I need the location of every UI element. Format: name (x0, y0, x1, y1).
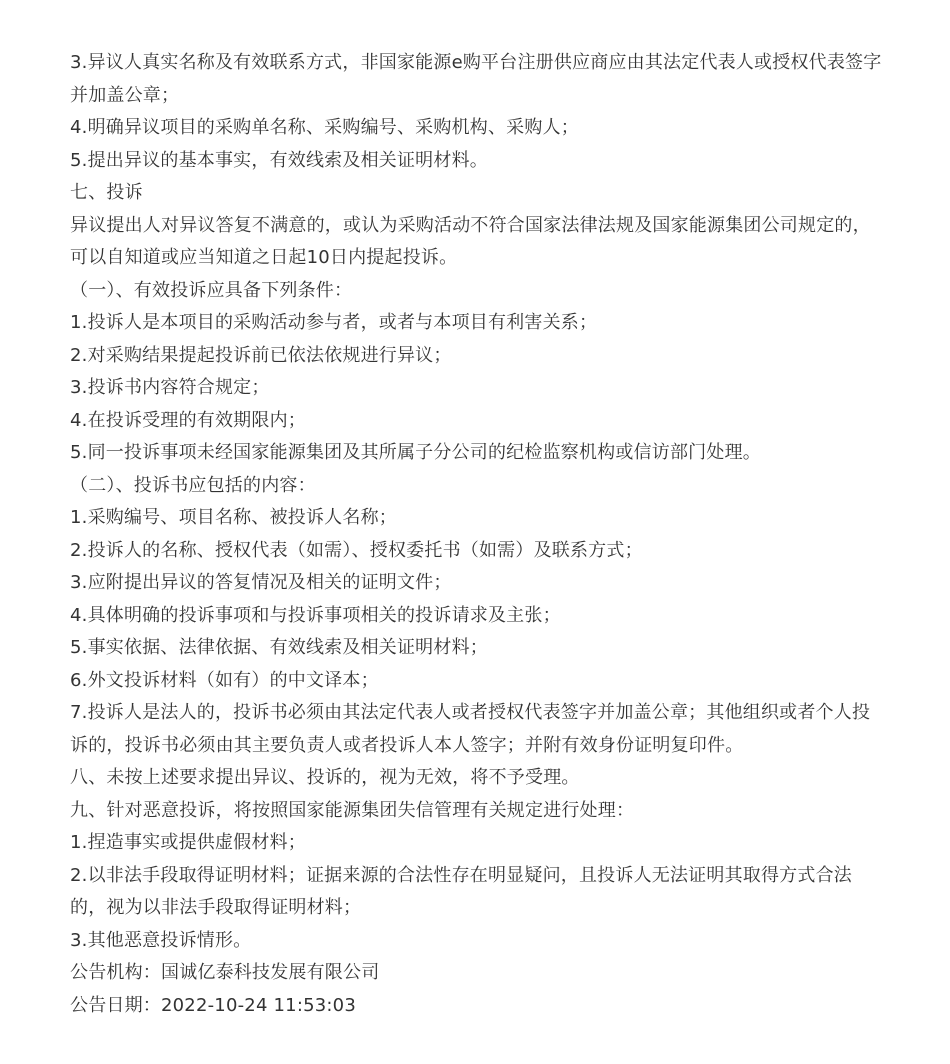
content-3: 3.应附提出异议的答复情况及相关的证明文件； (70, 572, 452, 593)
subsection-1-heading: （一）、有效投诉应具备下列条件： (70, 279, 353, 301)
malicious-1: 1.捏造事实或提供虚假材料； (70, 832, 306, 853)
content-1: 1.采购编号、项目名称、被投诉人名称； (70, 507, 397, 528)
content-2: 2.投诉人的名称、授权代表（如需）、授权委托书（如需）及联系方式； (70, 539, 643, 561)
section-7-intro: 异议提出人对异议答复不满意的，或认为采购活动不符合国家法律法规及国家能源集团公司规定的，可以自知道或应当知道之日起10日内提起投诉。 (70, 214, 871, 268)
content-7: 7.投诉人是法人的，投诉书必须由其法定代表人或者授权代表签字并加盖公章；其他组织或者个人投诉的，投诉书必须由其主要负责人或者投诉人本人签字；并附有效身份证明复印件。 (70, 702, 871, 756)
condition-5: 5.同一投诉事项未经国家能源集团及其所属子分公司的纪检监察机构或信访部门处理。 (70, 442, 761, 463)
malicious-3: 3.其他恶意投诉情形。 (70, 929, 252, 951)
condition-3: 3.投诉书内容符合规定； (70, 377, 270, 398)
announcing-agency: 公告机构：国诚亿泰科技发展有限公司 (70, 962, 380, 983)
section-8-heading: 八、未按上述要求提出异议、投诉的，视为无效，将不予受理。 (70, 767, 580, 788)
condition-4: 4.在投诉受理的有效期限内； (70, 409, 306, 431)
announcement-body (70, 47, 885, 1022)
malicious-2: 2.以非法手段取得证明材料；证据来源的合法性存在明显疑问，且投诉人无法证明其取得方式合法的，视为以非法手段取得证明材料； (70, 864, 852, 918)
content-6: 6.外文投诉材料（如有）的中文译本； (70, 669, 379, 691)
item-4-objection-project: 4.明确异议项目的采购单名称、采购编号、采购机构、采购人； (70, 117, 579, 138)
section-9-heading: 九、针对恶意投诉，将按照国家能源集团失信管理有关规定进行处理： (70, 799, 635, 821)
subsection-2-heading: （二）、投诉书应包括的内容： (70, 474, 316, 496)
item-3-objector-identity: 3.异议人真实名称及有效联系方式，非国家能源e购平台注册供应商应由其法定代表人或授权代表签字并加盖公章； (70, 52, 882, 106)
content-5: 5.事实依据、法律依据、有效线索及相关证明材料； (70, 637, 488, 658)
item-5-objection-facts: 5.提出异议的基本事实，有效线索及相关证明材料。 (70, 149, 488, 171)
content-4: 4.具体明确的投诉事项和与投诉事项相关的投诉请求及主张； (70, 604, 561, 626)
section-7-heading: 七、投诉 (70, 182, 143, 203)
announcement-date: 公告日期：2022-10-24 11:53:03 (70, 994, 356, 1016)
condition-1: 1.投诉人是本项目的采购活动参与者，或者与本项目有利害关系； (70, 312, 598, 333)
condition-2: 2.对采购结果提起投诉前已依法依规进行异议； (70, 344, 452, 366)
